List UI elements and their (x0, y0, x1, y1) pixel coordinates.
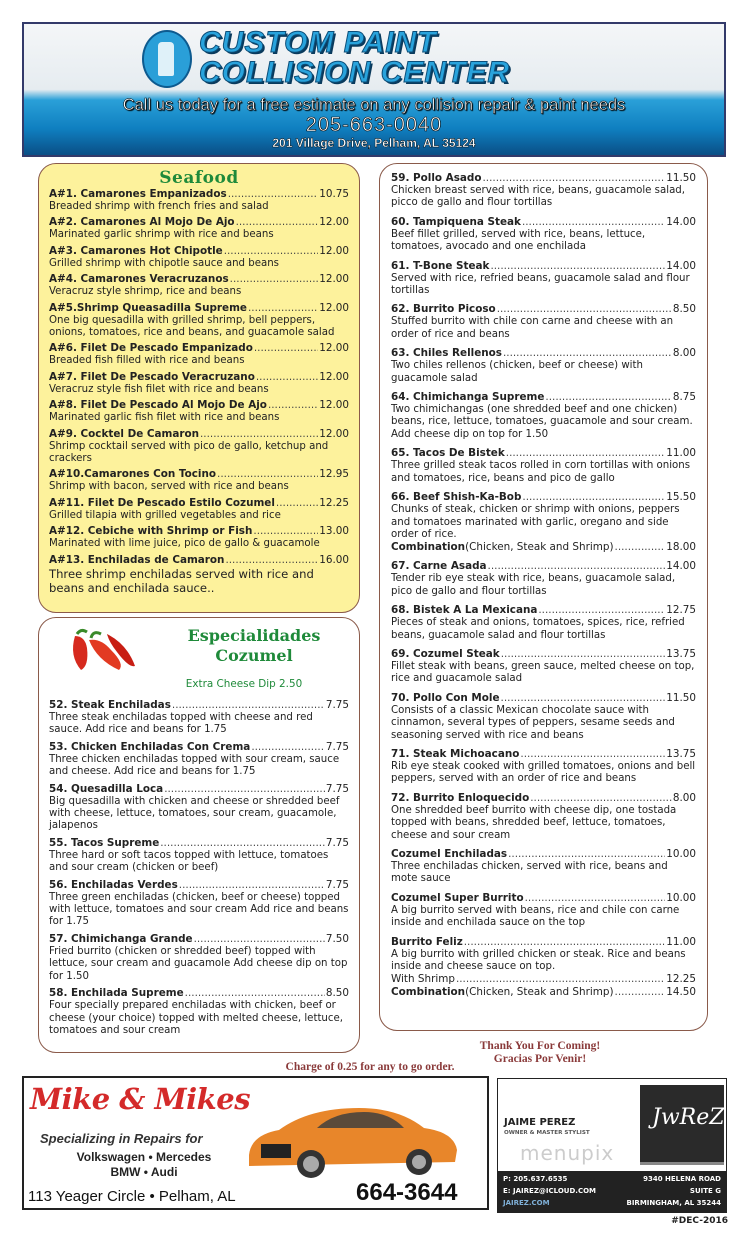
menu-item-description: Consists of a classic Mexican chocolate sauce with cinnamon, several types of peppers, sesame seeds and seasoning served with rice and beans (391, 704, 675, 741)
dot-leader (256, 371, 318, 384)
menu-item (49, 525, 349, 550)
dot-leader (160, 837, 325, 850)
menu-item (49, 497, 349, 522)
menu-item-price: 16.00 (319, 553, 349, 566)
jaime-logo (640, 1085, 724, 1165)
menu-item (49, 302, 349, 340)
menu-item-header (391, 648, 696, 661)
menu-item-price: 13.75 (666, 747, 696, 760)
menu-item-header (391, 347, 696, 360)
seafood-section (38, 163, 360, 613)
dot-leader (268, 399, 318, 412)
option-price: 18.00 (666, 541, 696, 554)
menu-item (391, 447, 696, 485)
menu-item-description: Three shrimp enchiladas served with rice and beans and enchilada sauce.. (49, 566, 314, 595)
menu-item-option (391, 986, 696, 999)
dot-leader (253, 525, 318, 538)
menu-item (49, 837, 349, 875)
dot-leader (172, 699, 325, 712)
menu-item (49, 342, 349, 367)
menu-item-name: 70. Pollo Con Mole (391, 691, 500, 704)
mike-makes-2: BMW • Audi (110, 1165, 178, 1179)
menu-item-name: 72. Burrito Enloquecido (391, 791, 530, 804)
mike-address: 113 Yeager Circle • Pelham, AL (28, 1188, 236, 1205)
dot-leader (501, 692, 666, 705)
menu-item-price: 7.75 (325, 878, 349, 891)
dot-leader (508, 848, 665, 861)
menu-item-price: 12.00 (319, 399, 349, 412)
menu-item-price: 12.75 (666, 604, 696, 617)
dot-leader (538, 604, 665, 617)
menu-item-header (49, 525, 349, 538)
menu-item-price: 12.00 (319, 342, 349, 355)
menu-item-description: Beef fillet grilled, served with rice, beans, lettuce, tomatoes, avocado and one enchilada (391, 228, 646, 253)
dot-leader (228, 188, 319, 201)
date-code: #DEC-2016 (671, 1216, 728, 1226)
ad-title-line1: CUSTOM PAINT (199, 26, 437, 59)
option-name: Combination (391, 986, 466, 999)
menu-item-description: Breaded shrimp with french fries and salad (49, 201, 269, 212)
menu-item (49, 399, 349, 424)
menu-item-price: 11.00 (666, 935, 696, 948)
jaime-name: JAIME PEREZ (504, 1117, 576, 1128)
dot-leader (276, 497, 318, 510)
menu-item-name: 66. Beef Shish-Ka-Bob (391, 491, 522, 504)
menu-item-header (49, 933, 349, 946)
menu-item-header (391, 748, 696, 761)
menu-item-description: A big burrito with grilled chicken or steak. Rice and beans inside and cheese sauce on top. (391, 948, 686, 973)
menu-item-name: A#12. Cebiche with Shrimp or Fish (49, 525, 253, 538)
menu-item-description: Marinated with lime juice, pico de gallo & guacamole (49, 538, 320, 550)
menu-item-header (49, 699, 349, 712)
menu-item (391, 892, 696, 930)
menu-item-name: A#4. Camarones Veracruzanos (49, 273, 229, 286)
menu-item-description: Shrimp cocktail served with pico de gallo, ketchup and crackers (49, 440, 329, 465)
menu-item (49, 428, 349, 466)
mike-and-mikes-ad (22, 1076, 489, 1210)
menu-item-name: A#10.Camarones Con Tocino (49, 468, 217, 481)
menu-item-price: 10.00 (666, 891, 696, 904)
extra-cheese-note: Extra Cheese Dip 2.50 (185, 678, 303, 690)
menu-item-name: A#2. Camarones Al Mojo De Ajo (49, 216, 235, 229)
menu-item-price: 12.00 (319, 273, 349, 286)
dot-leader (179, 879, 325, 892)
menu-item-name: Cozumel Super Burrito (391, 891, 524, 904)
menu-item (391, 303, 696, 341)
option-price: 14.50 (666, 986, 696, 999)
menu-item-name: Cozumel Enchiladas (391, 848, 508, 860)
menu-item-name: 67. Carne Asada (391, 560, 487, 573)
menu-item-header (391, 692, 696, 705)
menu-item-name: 54. Quesadilla Loca (49, 782, 164, 795)
menu-item-option (391, 541, 696, 554)
menu-item-price: 11.50 (666, 172, 696, 184)
menu-item-name: 63. Chiles Rellenos (391, 347, 502, 360)
menu-item-name: Burrito Feliz (391, 935, 463, 948)
menu-item-header (391, 560, 696, 573)
menu-item (391, 216, 696, 254)
menu-item-option (391, 973, 696, 986)
mike-brand: Mike & Mikes (30, 1082, 251, 1116)
menu-item-header (49, 399, 349, 412)
menu-item-description: One big quesadilla with grilled shrimp, bell peppers, onions, tomatoes, rice and beans, and guacamole salad (49, 314, 335, 339)
menu-item-header (49, 468, 349, 481)
dot-leader (615, 986, 666, 999)
menu-item-description: Three hard or soft tacos topped with lettuce, tomatoes and sour cream (chicken or beef) (49, 849, 329, 874)
dot-leader (545, 391, 671, 404)
menu-item-price: 7.75 (325, 699, 349, 711)
sports-car-image (239, 1100, 464, 1180)
menu-item-name: 58. Enchilada Supreme (49, 987, 184, 1000)
menu-item (391, 792, 696, 842)
menu-item-header (49, 554, 349, 567)
jaime-role: OWNER & MASTER STYLIST (504, 1130, 590, 1136)
entrees-section (379, 163, 708, 1031)
mike-phone: 664-3644 (356, 1179, 458, 1206)
jaime-city: BIRMINGHAM, AL 35244 (626, 1199, 721, 1207)
menu-item-header (391, 491, 696, 504)
dot-leader (520, 748, 665, 761)
menu-item-name: A#11. Filet De Pescado Estilo Cozumel (49, 496, 275, 509)
dot-leader (522, 216, 665, 229)
menu-item-price: 8.00 (672, 347, 696, 360)
menu-item-name: A#6. Filet De Pescado Empanizado (49, 342, 253, 355)
menu-item-description: Two chiles rellenos (chicken, beef or cheese) with guacamole salad (391, 360, 643, 384)
dot-leader (525, 892, 666, 905)
menu-item-price: 12.95 (319, 468, 349, 481)
dot-leader (464, 936, 666, 949)
menu-item-name: 61. T-Bone Steak (391, 259, 490, 272)
menu-item-header (49, 987, 349, 1000)
dot-leader (194, 933, 325, 946)
menu-item-description: Stuffed burrito with chile con carne and cheese with an order of rice and beans (391, 316, 674, 340)
menu-item (391, 560, 696, 598)
menu-item-header (49, 497, 349, 510)
especialidades-subtitle-cozumel: Cozumel (215, 646, 293, 665)
menu-item (49, 699, 349, 737)
menu-item-description: Veracruz style shrimp, rice and beans (49, 286, 242, 298)
option-detail: With Shrimp (391, 973, 455, 986)
dot-leader (530, 792, 672, 805)
dot-leader (225, 554, 318, 567)
dot-leader (503, 347, 672, 360)
menu-item-description: Marinated garlic fish filet with rice and beans (49, 412, 280, 424)
menu-item-header (49, 837, 349, 850)
menu-item-name: A#5.Shrimp Queasadilla Supreme (49, 301, 247, 314)
jaime-phone: P: 205.637.6535 (503, 1175, 568, 1183)
menu-item (49, 554, 349, 595)
menu-item-name: 64. Chimichanga Supreme (391, 391, 545, 404)
menu-item-price: 12.00 (319, 244, 349, 257)
menu-item-name: 59. Pollo Asado (391, 172, 482, 184)
menu-item-header (391, 792, 696, 805)
jaime-perez-card (497, 1078, 727, 1213)
menu-item (391, 848, 696, 886)
menu-item (49, 933, 349, 983)
card-contact-bar (498, 1171, 726, 1213)
menu-item-description: Grilled tilapia with grilled vegetables and rice (49, 509, 281, 521)
menu-item-price: 12.00 (319, 216, 349, 229)
menu-item-name: A#7. Filet De Pescado Veracruzano (49, 370, 255, 383)
menu-item (391, 491, 696, 554)
menu-item-description: Tender rib eye steak with rice, beans, guacamole salad, pico de gallo and flour tortillas (391, 573, 676, 597)
menu-item-header (391, 216, 696, 229)
menu-item-header (49, 245, 349, 258)
dot-leader (490, 260, 665, 273)
especialidades-section (38, 617, 360, 1053)
menu-item-description: Fillet steak with beans, green sauce, melted cheese on top, rice and guacamole salad (391, 660, 695, 685)
menu-item-price: 8.50 (672, 303, 696, 316)
menu-item (49, 741, 349, 779)
ad-address: 201 Village Drive, Pelham, AL 35124 (272, 136, 476, 150)
menu-item (391, 692, 696, 742)
menu-item-name: A#3. Camarones Hot Chipotle (49, 244, 223, 257)
menu-item-name: A#9. Cocktel De Camaron (49, 427, 199, 440)
menu-item (391, 936, 696, 1000)
menu-item-description: Grilled shrimp with chipotle sauce and beans (49, 257, 279, 269)
menu-item (49, 783, 349, 833)
custom-paint-ad (22, 22, 726, 157)
dot-leader (200, 428, 318, 441)
menu-item-name: 69. Cozumel Steak (391, 647, 500, 660)
menu-item (49, 216, 349, 241)
dot-leader (615, 541, 666, 554)
ad-phone: 205-663-0040 (305, 114, 443, 136)
menu-item-name: A#1. Camarones Empanizados (49, 188, 227, 200)
menu-item (391, 604, 696, 642)
menu-item-description: Three chicken enchiladas topped with sour cream, sauce and cheese. Add rice and beans for 1.75 (49, 753, 340, 778)
dot-leader (224, 245, 319, 258)
menu-item (391, 347, 696, 385)
jaime-email: E: JAIREZ@ICLOUD.COM (503, 1187, 597, 1195)
option-name: Combination (391, 541, 466, 554)
menu-item-name: 52. Steak Enchiladas (49, 699, 171, 711)
menu-item (391, 391, 696, 441)
menu-item (49, 188, 349, 213)
jaime-suite: SUITE G (689, 1187, 721, 1195)
thanks-english: Thank You For Coming! (479, 1040, 601, 1052)
menu-item-header (49, 342, 349, 355)
mike-specializing: Specializing in Repairs for (40, 1131, 203, 1146)
menu-item-description: Three enchiladas chicken, served with rice, beans and mote sauce (391, 861, 668, 885)
dot-leader (497, 303, 672, 316)
menu-item (391, 260, 696, 298)
menu-item-price: 10.75 (319, 188, 349, 200)
menu-item-price: 14.00 (666, 560, 696, 573)
ad-tagline: Call us today for a free estimate on any collision repair & paint needs (122, 96, 626, 114)
option-price: 12.25 (666, 973, 696, 986)
menu-item-description: Three grilled steak tacos rolled in corn tortillas with onions and tomatoes, rice, beans and pico de gallo (391, 460, 691, 484)
menu-item-header (49, 188, 349, 201)
menu-item-description: Four specially prepared enchiladas with chicken, beef or cheese (your choice) topped with melted cheese, lettuce, tomatoes and sour cream (49, 1000, 343, 1036)
menu-item (49, 245, 349, 270)
menu-item-description: Marinated garlic shrimp with rice and beans (49, 229, 274, 241)
menu-item-description: Served with rice, refried beans, guacamole salad and flour tortillas (391, 272, 690, 297)
dot-leader (456, 973, 665, 986)
dot-leader (501, 648, 666, 661)
menu-item-name: 62. Burrito Picoso (391, 303, 496, 316)
dot-leader (506, 447, 665, 460)
menu-item-price: 12.00 (319, 370, 349, 383)
menu-item-description: Shrimp with bacon, served with rice and beans (49, 481, 289, 493)
dot-leader (248, 302, 318, 315)
menu-item (49, 468, 349, 493)
especialidades-title: Especialidades (187, 626, 321, 645)
to-go-charge-note: Charge of 0.25 for any to go order. (285, 1061, 455, 1073)
menu-item-header (49, 371, 349, 384)
watermark: menupix (520, 1141, 615, 1165)
menu-item-description: Three green enchiladas (chicken, beef or cheese) topped with lettuce, tomatoes and sour cream Add rice and beans for 1.75 (49, 891, 349, 928)
menu-item-price: 7.75 (325, 836, 349, 849)
menu-item-header (49, 879, 349, 892)
menu-item (49, 273, 349, 298)
menu-item-header (391, 604, 696, 617)
thanks-spanish: Gracias Por Venir! (493, 1053, 587, 1065)
menu-item-description: Rib eye steak cooked with grilled tomatoes, onions and bell peppers, served with an order of rice and beans (391, 760, 696, 785)
dot-leader (251, 741, 325, 754)
menu-item-description: Chunks of steak, chicken or shrimp with onions, peppers and tomatoes marinated with garlic, oregano and side order of rice. (391, 504, 680, 540)
menu-item-header (49, 302, 349, 315)
menu-item-header (391, 172, 696, 185)
spray-gun-logo-icon (142, 30, 192, 88)
jaime-website: JAIREZ.COM (503, 1199, 550, 1207)
menu-item-price: 12.00 (319, 301, 349, 314)
dot-leader (230, 273, 319, 286)
menu-item-header (391, 892, 696, 905)
seafood-list (49, 188, 349, 595)
mike-makes-1: Volkswagen • Mercedes (76, 1150, 212, 1164)
menu-item-price: 12.25 (319, 496, 349, 509)
menu-item-header (391, 303, 696, 316)
dot-leader (482, 172, 665, 185)
menu-item-price: 12.00 (319, 427, 349, 440)
menu-item-name: 71. Steak Michoacano (391, 747, 520, 760)
menu-item-price: 7.75 (325, 740, 349, 753)
menu-item-price: 11.00 (666, 447, 696, 460)
menu-item-header (49, 273, 349, 286)
jaime-logo-text: JwReZ (652, 1105, 725, 1130)
menu-item (391, 748, 696, 786)
dot-leader (488, 560, 666, 573)
seafood-title: Seafood (159, 168, 239, 188)
menu-item-description: Two chimichangas (one shredded beef and one chicken) beans, rice, lettuce, tomatoes, guacamole and sour cream. Add cheese dip on top for 1.50 (391, 404, 693, 440)
menu-item-price: 7.75 (325, 782, 349, 795)
menu-item (391, 172, 696, 210)
menu-item-name: 56. Enchiladas Verdes (49, 878, 178, 891)
menu-item (49, 371, 349, 396)
menu-item-price: 8.00 (672, 791, 696, 804)
ad-title-line2: COLLISION CENTER (199, 56, 511, 89)
menu-item-price: 14.00 (666, 259, 696, 272)
menu-item-header (391, 936, 696, 949)
chili-peppers-icon (67, 626, 139, 676)
menu-item-price: 13.00 (319, 525, 349, 538)
entrees-list (391, 172, 696, 999)
menu-item-description: Big quesadilla with chicken and cheese or shredded beef with cheese, lettuce, tomatoes, sour cream, guacamole, jalapenos (49, 795, 340, 832)
menu-item-price: 10.00 (666, 848, 696, 860)
menu-item-header (49, 216, 349, 229)
menu-item-name: 65. Tacos De Bistek (391, 447, 505, 460)
menu-item-price: 13.75 (666, 647, 696, 660)
option-detail: (Chicken, Steak and Shrimp) (465, 541, 614, 554)
option-detail: (Chicken, Steak and Shrimp) (465, 986, 614, 999)
dot-leader (217, 468, 318, 481)
especialidades-list (49, 699, 349, 1037)
menu-item-name: 55. Tacos Supreme (49, 836, 160, 849)
menu-item-header (391, 391, 696, 404)
menu-item-name: 68. Bistek A La Mexicana (391, 604, 538, 617)
menu-item-price: 8.50 (325, 987, 349, 1000)
menu-item-description: Breaded fish filled with rice and beans (49, 355, 245, 367)
menu-item-price: 15.50 (666, 491, 696, 504)
menu-item-price: 7.50 (325, 932, 349, 945)
menu-item-name: 53. Chicken Enchiladas Con Crema (49, 740, 251, 753)
menu-item-description: Fried burrito (chicken or shredded beef) topped with lettuce, sour cream and guacamole Add cheese dip on top for 1.50 (49, 945, 348, 982)
dot-leader (522, 491, 665, 504)
menu-item-header (49, 741, 349, 754)
menu-item (391, 648, 696, 686)
menu-item-description: Chicken breast served with rice, beans, guacamole salad, picco de gallo and flour tortillas (391, 185, 686, 209)
menu-item-price: 14.00 (666, 215, 696, 228)
menu-item-header (391, 447, 696, 460)
menu-item-name: A#8. Filet De Pescado Al Mojo De Ajo (49, 399, 267, 412)
menu-item-header (391, 848, 696, 861)
menu-item-description: Three steak enchiladas topped with cheese and red sauce. Add rice and beans for 1.75 (49, 712, 313, 736)
menu-item-price: 11.50 (666, 691, 696, 704)
menu-item-description: A big burrito served with beans, rice and chile con carne inside and enchilada sauce on the top (391, 904, 680, 929)
menu-item-header (391, 260, 696, 273)
menu-item-description: One shredded beef burrito with cheese dip, one tostada topped with beans, shredded beef, lettuce, tomatoes, cheese and sour cream (391, 804, 677, 841)
menu-item-name: A#13. Enchiladas de Camaron (49, 553, 225, 566)
menu-item-description: Pieces of steak and onions, tomatoes, spices, rice, refried beans, guacamole salad and flour tortillas (391, 617, 685, 641)
menu-item-name: 57. Chimichanga Grande (49, 932, 193, 945)
menu-item-name: 60. Tampiquena Steak (391, 215, 521, 228)
dot-leader (236, 216, 319, 229)
menu-item-header (49, 783, 349, 796)
menu-item-price: 8.75 (672, 391, 696, 404)
menu-item (49, 987, 349, 1037)
menu-item-description: Veracruz style fish filet with rice and beans (49, 383, 269, 395)
dot-leader (185, 987, 325, 1000)
menu-item (49, 879, 349, 929)
menu-item-header (49, 428, 349, 441)
dot-leader (164, 783, 325, 796)
jaime-street: 9340 HELENA ROAD (643, 1175, 721, 1183)
dot-leader (254, 342, 318, 355)
